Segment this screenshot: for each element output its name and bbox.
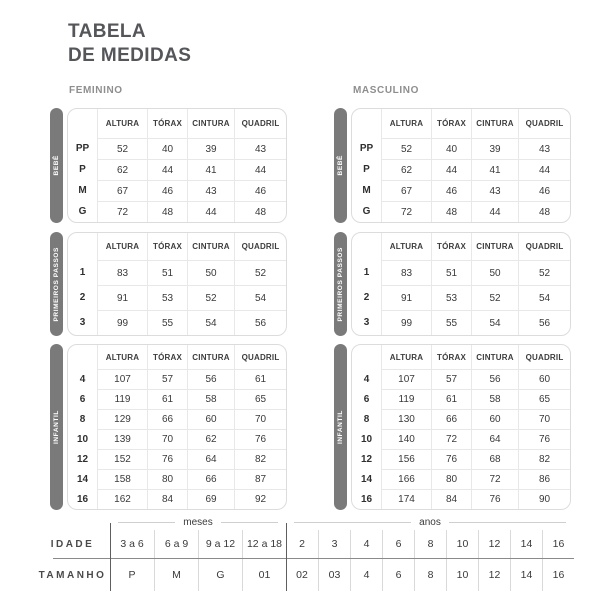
cell-value: 54 [234,285,286,310]
masculino-tables [334,108,574,510]
row-label: 8 [79,413,86,425]
size-group-infantil [50,344,290,510]
cell-value: 50 [471,260,518,285]
column-header: QUADRIL [234,345,286,369]
column-header: CINTURA [187,345,234,369]
cell-value: 46 [147,180,187,201]
column-header: QUADRIL [518,233,570,260]
column-header: TÓRAX [431,233,471,260]
cell-value: 162 [97,489,147,509]
cell-value: 54 [471,310,518,335]
cell-value: 57 [431,369,471,389]
row-label: P [363,164,370,175]
cell-value: 52 [518,260,570,285]
cell-value: 64 [187,449,234,469]
measurement-table [351,232,571,336]
cell-value: 46 [234,180,286,201]
cell-value: 52 [381,138,431,159]
cell-value: 52 [187,285,234,310]
column-header: ALTURA [97,109,147,138]
column-header: QUADRIL [234,233,286,260]
cell-value: 129 [97,409,147,429]
cell-value: 62 [381,159,431,180]
cell-value: 52 [471,285,518,310]
cell-value: 66 [431,409,471,429]
column-header: ALTURA [97,233,147,260]
cell-value: 44 [187,201,234,222]
row-label: 16 [76,493,89,505]
group-pill [50,232,63,336]
cell-value: 72 [97,201,147,222]
column-feminino [50,85,290,510]
cell-value: 44 [431,159,471,180]
size-cell: 6 [382,559,414,591]
age-size-table [35,514,574,591]
group-header-line [221,522,278,523]
group-header-line [118,522,175,523]
size-row [35,559,574,591]
corner-cell [352,109,381,138]
group-label: INFANTIL [337,409,344,445]
cell-value: 130 [381,409,431,429]
size-cell: 8 [414,559,446,591]
cell-value: 82 [518,449,570,469]
cell-value: 52 [234,260,286,285]
row-label: PP [359,143,374,154]
cell-value: 51 [431,260,471,285]
age-cell: 3 a 6 [120,538,144,550]
cell-value: 68 [471,449,518,469]
cell-value: 43 [518,138,570,159]
cell-value: 66 [187,469,234,489]
column-header: CINTURA [187,109,234,138]
cell-value: 119 [97,389,147,409]
cell-value: 61 [147,389,187,409]
cell-value: 48 [518,201,570,222]
column-header: ALTURA [97,345,147,369]
cell-value: 70 [234,409,286,429]
cell-value: 41 [471,159,518,180]
row-label: 4 [363,373,370,385]
cell-value: 72 [471,469,518,489]
age-cell: 9 a 12 [198,530,242,558]
row-label: 6 [79,393,86,405]
age-group-header-meses [110,517,286,528]
group-label: PRIMEIROS PASSOS [337,246,344,322]
row-label: 12 [360,453,373,465]
section-label-feminino: FEMININO [69,85,123,96]
column-header: ALTURA [381,109,431,138]
feminino-tables [50,108,290,510]
cell-value: 44 [471,201,518,222]
cell-value: 67 [381,180,431,201]
cell-value: 43 [234,138,286,159]
column-header: QUADRIL [518,109,570,138]
column-header: CINTURA [471,109,518,138]
measurement-table [351,344,571,510]
measurement-table [351,108,571,223]
cell-value: 84 [147,489,187,509]
cell-value: 156 [381,449,431,469]
cell-value: 119 [381,389,431,409]
size-group-beb [50,108,290,223]
cell-value: 53 [431,285,471,310]
row-label: PP [75,143,90,154]
cell-value: 39 [471,138,518,159]
group-header-line [449,522,566,523]
row-label: 12 [76,453,89,465]
size-cell: 10 [446,559,478,591]
size-group-beb [334,108,574,223]
column-header: TÓRAX [431,109,471,138]
cell-value: 83 [97,260,147,285]
cell-value: 107 [381,369,431,389]
cell-value: 43 [471,180,518,201]
column-header: QUADRIL [234,109,286,138]
row-label: G [362,206,371,217]
cell-value: 51 [147,260,187,285]
cell-value: 56 [471,369,518,389]
cell-value: 76 [518,429,570,449]
group-pill [334,344,347,510]
row-label: 14 [76,473,89,485]
label-divider-line [110,523,111,591]
group-header-label: anos [419,516,441,528]
age-cell: 10 [446,530,478,558]
size-cell: 01 [242,559,286,591]
cell-value: 66 [147,409,187,429]
cell-value: 91 [381,285,431,310]
row-label: 10 [76,433,89,445]
cell-value: 91 [97,285,147,310]
age-cell: 6 a 9 [154,530,198,558]
cell-value: 76 [471,489,518,509]
size-cell: 4 [350,559,382,591]
cell-value: 39 [187,138,234,159]
size-cell: 16 [542,559,574,591]
cell-value: 52 [97,138,147,159]
cell-value: 83 [381,260,431,285]
cell-value: 58 [471,389,518,409]
cell-value: 40 [147,138,187,159]
corner-cell [68,233,97,260]
cell-value: 56 [518,310,570,335]
row-label: 8 [363,413,370,425]
measurement-table [67,344,287,510]
group-label: PRIMEIROS PASSOS [53,246,60,322]
column-header: TÓRAX [147,233,187,260]
measurement-table [67,108,287,223]
row-label: 2 [79,292,86,303]
row-label: 3 [79,317,86,328]
row-label: 1 [79,267,86,278]
size-row-label: TAMANHO [38,569,107,581]
cell-value: 86 [518,469,570,489]
cell-value: 61 [431,389,471,409]
cell-value: 84 [431,489,471,509]
row-label: G [78,206,87,217]
cell-value: 56 [187,369,234,389]
cell-value: 72 [431,429,471,449]
cell-value: 44 [234,159,286,180]
corner-cell [68,345,97,369]
row-label: 4 [79,373,86,385]
column-masculino [334,85,574,510]
cell-value: 90 [518,489,570,509]
size-cell: 12 [478,559,510,591]
age-group-header-anos [286,517,574,528]
section-label-masculino: MASCULINO [353,85,419,96]
cell-value: 58 [187,389,234,409]
group-pill [50,344,63,510]
age-cell: 2 [299,538,305,550]
column-header: CINTURA [471,233,518,260]
cell-value: 92 [234,489,286,509]
cell-value: 72 [381,201,431,222]
group-pill [334,232,347,336]
cell-value: 50 [187,260,234,285]
cell-value: 65 [234,389,286,409]
cell-value: 87 [234,469,286,489]
column-header: TÓRAX [147,345,187,369]
cell-value: 57 [147,369,187,389]
cell-value: 46 [431,180,471,201]
group-divider-line [286,523,287,591]
age-cell: 12 a 18 [242,530,286,558]
size-cell: P [128,569,136,581]
cell-value: 48 [147,201,187,222]
group-header-line [294,522,411,523]
size-cell: G [198,559,242,591]
row-label: P [79,164,86,175]
cell-value: 41 [187,159,234,180]
cell-value: 48 [431,201,471,222]
page-title [68,20,191,68]
corner-cell [352,233,381,260]
group-pill [50,108,63,223]
column-header: ALTURA [381,233,431,260]
row-label: 1 [363,267,370,278]
cell-value: 46 [518,180,570,201]
row-label: 10 [360,433,373,445]
group-pill [334,108,347,223]
cell-value: 166 [381,469,431,489]
row-label: M [78,185,87,196]
cell-value: 82 [234,449,286,469]
cell-value: 55 [147,310,187,335]
cell-value: 60 [187,409,234,429]
size-cell: 02 [296,569,308,581]
age-cell: 16 [542,530,574,558]
row-label: 6 [363,393,370,405]
cell-value: 140 [381,429,431,449]
row-label: 2 [363,292,370,303]
size-group-infantil [334,344,574,510]
size-group-primeiros-passos [50,232,290,336]
cell-value: 152 [97,449,147,469]
page-title-line1: TABELA [68,21,147,42]
size-cell: M [154,559,198,591]
row-label: 16 [360,493,373,505]
age-cell: 12 [478,530,510,558]
cell-value: 44 [147,159,187,180]
cell-value: 54 [187,310,234,335]
age-cell: 4 [350,530,382,558]
cell-value: 40 [431,138,471,159]
cell-value: 62 [97,159,147,180]
cell-value: 139 [97,429,147,449]
cell-value: 76 [431,449,471,469]
page-title-line2: DE MEDIDAS [68,45,192,66]
cell-value: 54 [518,285,570,310]
size-group-primeiros-passos [334,232,574,336]
column-header: CINTURA [187,233,234,260]
cell-value: 60 [471,409,518,429]
cell-value: 61 [234,369,286,389]
cell-value: 70 [147,429,187,449]
column-header: QUADRIL [518,345,570,369]
cell-value: 158 [97,469,147,489]
column-header: TÓRAX [147,109,187,138]
group-label: BEBÊ [53,155,60,176]
cell-value: 76 [234,429,286,449]
age-row [35,530,574,558]
cell-value: 65 [518,389,570,409]
cell-value: 43 [187,180,234,201]
cell-value: 76 [147,449,187,469]
row-label: 14 [360,473,373,485]
cell-value: 107 [97,369,147,389]
row-label: 3 [363,317,370,328]
age-cell: 3 [318,530,350,558]
group-label: INFANTIL [53,409,60,445]
cell-value: 99 [97,310,147,335]
cell-value: 53 [147,285,187,310]
corner-cell [68,109,97,138]
cell-value: 64 [471,429,518,449]
age-cell: 14 [510,530,542,558]
row-label: M [362,185,371,196]
cell-value: 80 [431,469,471,489]
age-cell: 8 [414,530,446,558]
cell-value: 48 [234,201,286,222]
group-label: BEBÊ [337,155,344,176]
age-size-group-header-row [35,514,574,530]
column-header: CINTURA [471,345,518,369]
size-cell: 14 [510,559,542,591]
cell-value: 44 [518,159,570,180]
column-header: ALTURA [381,345,431,369]
cell-value: 55 [431,310,471,335]
cell-value: 62 [187,429,234,449]
cell-value: 70 [518,409,570,429]
age-row-label: IDADE [50,538,95,550]
cell-value: 80 [147,469,187,489]
cell-value: 99 [381,310,431,335]
size-cell: 03 [318,559,350,591]
cell-value: 67 [97,180,147,201]
age-cell: 6 [382,530,414,558]
cell-value: 69 [187,489,234,509]
column-header: TÓRAX [431,345,471,369]
cell-value: 60 [518,369,570,389]
cell-value: 56 [234,310,286,335]
cell-value: 174 [381,489,431,509]
corner-cell [352,345,381,369]
measurement-table [67,232,287,336]
group-header-label: meses [183,516,213,528]
